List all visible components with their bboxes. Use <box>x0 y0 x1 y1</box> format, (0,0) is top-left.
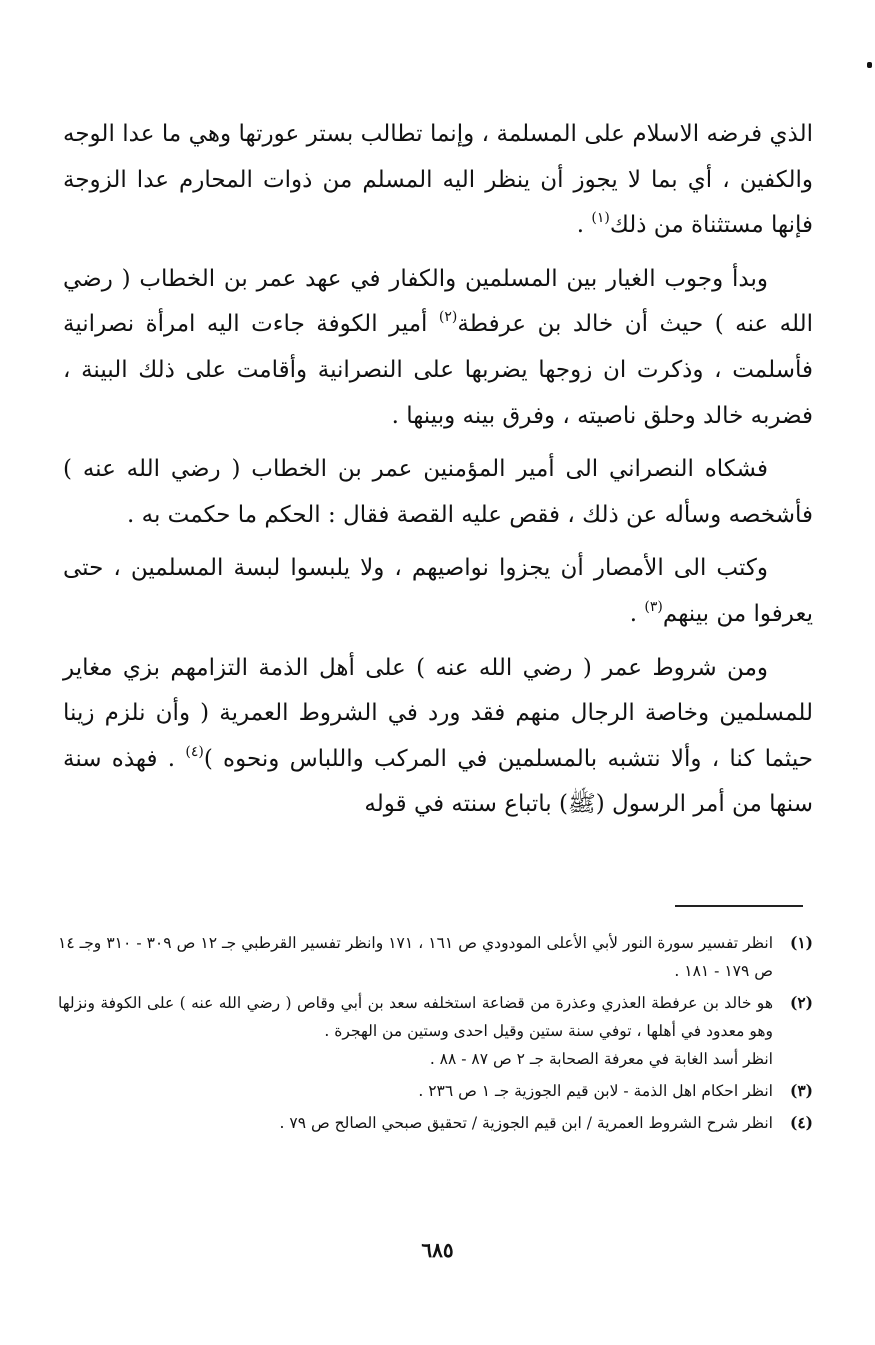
paragraph-text: . <box>576 212 592 239</box>
paragraph-text: ومن شروط عمر ( رضي الله عنه ) على أهل الذمة التزامهم بزي مغاير للمسلمين وخاصة الرجال منهم فقد ورد في الشروط العمرية ( وأن نلزم زينا حيثما كنا ، وألا نتشبه بالمسلمين في المركب واللباس ونحوه ) <box>63 654 813 772</box>
footnote-ref-4[interactable]: (٤) <box>185 743 204 760</box>
footnote-2 <box>58 989 813 1073</box>
footnote-number: (٣) <box>789 1081 813 1100</box>
paragraph-1 <box>63 112 813 249</box>
footnote-4 <box>58 1109 813 1137</box>
footnote-line: انظر أسد الغابة في معرفة الصحابة جـ ٢ ص ٨٧ - ٨٨ . <box>429 1050 773 1068</box>
body-text <box>63 112 813 828</box>
footnote-1 <box>58 929 813 985</box>
paragraph-text: وكتب الى الأمصار أن يجزوا نواصيهم ، ولا يلبسوا لبسة المسلمين ، حتى يعرفوا من بينهم <box>63 555 813 627</box>
footnote-line: انظر تفسير سورة النور لأبي الأعلى المودودي ص ١٦١ ، ١٧١ وانظر تفسير القرطبي جـ ١٢ ص ٣٠٩ - ٣١٠ وجـ ١٤ ص ١٧٩ - ١٨١ . <box>58 934 774 980</box>
scan-speck <box>867 62 872 68</box>
footnote-3 <box>58 1077 813 1105</box>
footnote-number: (٤) <box>789 1113 813 1132</box>
footnote-text <box>58 929 773 985</box>
footnote-ref-3[interactable]: (٣) <box>644 598 663 615</box>
paragraph-text: الذي فرضه الاسلام على المسلمة ، وإنما تطالب بستر عورتها وهي ما عدا الوجه والكفين ، أي بما لا يجوز أن ينظر اليه المسلم من ذوات المحارم عدا الزوجة فإنها مستثناة من ذلك <box>63 121 813 239</box>
paragraph-3 <box>63 447 813 538</box>
footnote-number: (١) <box>789 933 813 952</box>
footnote-divider <box>675 905 803 907</box>
paragraph-5 <box>63 646 813 828</box>
paragraph-text: أمير الكوفة جاءت اليه امرأة نصرانية فأسلمت ، وذكرت ان زوجها يضربها على النصرانية وأقامت على ذلك البينة ، فضربه خالد وحلق ناصيته ، وفرق بينه وبينها . <box>63 311 813 429</box>
footnote-text <box>58 1109 773 1137</box>
paragraph-4 <box>63 546 813 637</box>
footnote-line: انظر شرح الشروط العمرية / ابن قيم الجوزية / تحقيق صبحي الصالح ص ٧٩ . <box>279 1114 773 1132</box>
paragraph-text: . فهذه سنة سنها من أمر الرسول (ﷺ) باتباع سنته في قوله <box>63 745 813 818</box>
page-number: ٦٨٥ <box>421 1238 454 1262</box>
footnote-line: انظر احكام اهل الذمة - لابن قيم الجوزية جـ ١ ص ٢٣٦ . <box>418 1082 773 1100</box>
footnote-line: هو خالد بن عرفطة العذري وعذرة من قضاعة استخلفه سعد بن أبي وقاص ( رضي الله عنه ) على الكوفة ونزلها وهو معدود في أهلها ، توفي سنة ستين وقيل احدى وستين من الهجرة . <box>58 994 773 1040</box>
footnote-ref-1[interactable]: (١) <box>591 210 610 227</box>
footnotes <box>58 927 813 1137</box>
paragraph-text: . <box>629 600 645 627</box>
footnote-number: (٢) <box>789 993 813 1012</box>
paragraph-2 <box>63 257 813 439</box>
paragraph-text: وبدأ وجوب الغيار بين المسلمين والكفار في عهد عمر بن الخطاب ( رضي الله عنه ) حيث أن خالد بن عرفطة <box>63 265 813 338</box>
footnote-text <box>58 1077 773 1105</box>
footnote-ref-2[interactable]: (٢) <box>438 309 458 326</box>
footnote-text <box>58 989 773 1073</box>
paragraph-text: فشكاه النصراني الى أمير المؤمنين عمر بن الخطاب ( رضي الله عنه ) فأشخصه وسأله عن ذلك ، فقص عليه القصة فقال : الحكم ما حكمت به . <box>63 456 813 528</box>
